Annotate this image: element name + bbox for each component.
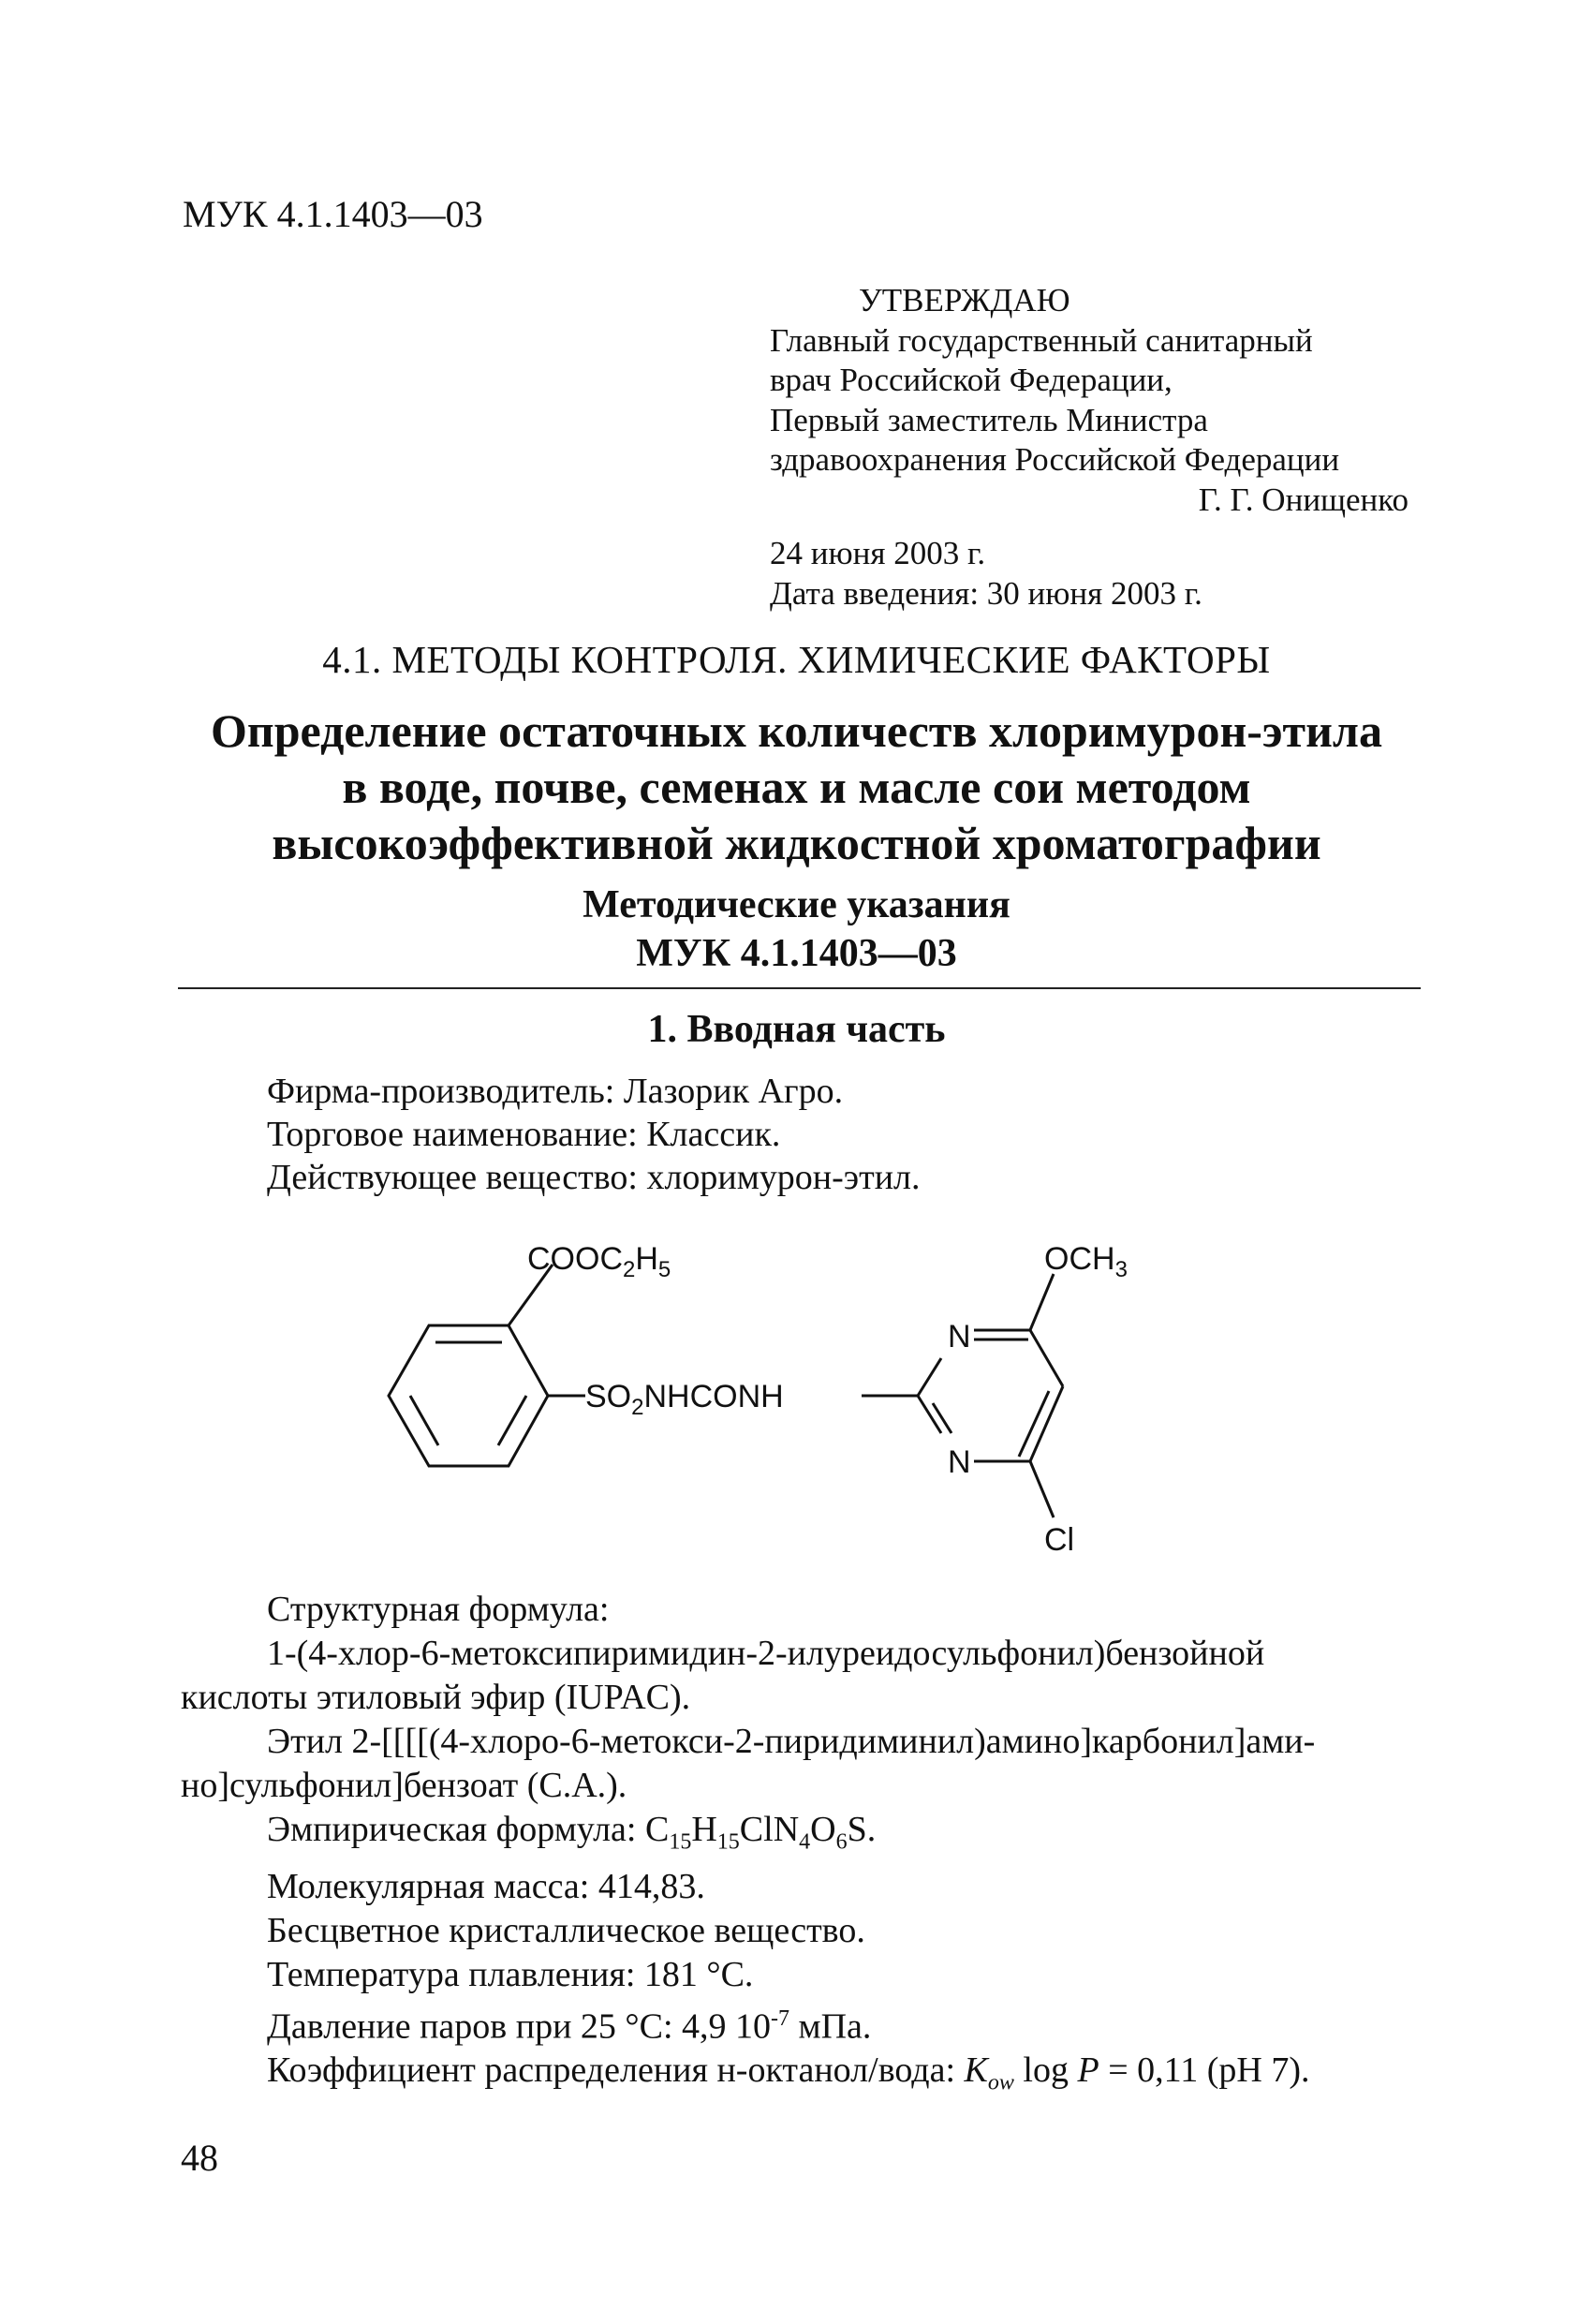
approval-signer: Г. Г. Онищенко <box>1198 481 1409 518</box>
title-line: Определение остаточных количеств хлоримурон-этила <box>211 704 1382 757</box>
iupac-name-line: 1-(4-хлор-6-метоксипиримидин-2-илуреидосульфонил)бензойной <box>267 1634 1265 1673</box>
document-title <box>0 703 1593 871</box>
iupac-name-line: кислоты этиловый эфир (IUPAC). <box>181 1678 691 1717</box>
subtitle-line: Методические указания <box>583 883 1010 926</box>
section-heading: 1. Вводная часть <box>647 1008 946 1051</box>
intro-block <box>267 1070 921 1199</box>
melting-point-line: Температура плавления: 181 °С. <box>267 1954 754 1994</box>
molar-mass-line: Молекулярная масса: 414,83. <box>267 1866 705 1906</box>
empirical-formula-line: Эмпирическая формула: $C_{15}H_{15}ClN_4O_6S$. <box>267 1810 877 1855</box>
approval-date: 24 июня 2003 г. <box>770 535 986 571</box>
sulfonylurea-bridge-label: $SO_2NHCONH$ <box>585 1379 784 1420</box>
ca-name-line: Этил 2-[[[[(4-хлоро-6-метокси-2-пиридиминил)амино]карбонил]ами- <box>267 1722 1316 1761</box>
properties-block <box>181 1588 1426 2106</box>
section-caption: 4.1. МЕТОДЫ КОНТРОЛЯ. ХИМИЧЕСКИЕ ФАКТОРЫ <box>322 638 1271 681</box>
title-line: высокоэффективной жидкостной хроматографии <box>272 817 1321 869</box>
approval-line: здравоохранения Российской Федерации <box>770 441 1340 478</box>
document-code: МУК 4.1.1403—03 <box>183 193 483 235</box>
trade-name-line: Торговое наименование: Классик. <box>267 1115 781 1154</box>
approval-line: Главный государственный санитарный <box>770 321 1313 359</box>
page-number: 48 <box>181 2137 218 2179</box>
appearance-line: Бесцветное кристаллическое вещество. <box>267 1910 865 1950</box>
horizontal-rule <box>178 987 1421 989</box>
chloro-label: Cl <box>1044 1522 1075 1558</box>
approval-heading: УТВЕРЖДАЮ <box>859 282 1070 318</box>
benzene-ring <box>389 1325 548 1466</box>
approval-effective-date: Дата введения: 30 июня 2003 г. <box>770 574 1202 612</box>
title-line: в воде, почве, семенах и масле сои методом <box>342 761 1251 813</box>
approval-block <box>770 281 1409 614</box>
document-subtitle <box>0 881 1593 978</box>
approval-line: врач Российской Федерации, <box>770 362 1173 398</box>
ca-name-line: но]сульфонил]бензоат (С.А.). <box>181 1766 627 1805</box>
manufacturer-line: Фирма-производитель: Лазорик Агро. <box>267 1072 844 1111</box>
active-substance-line: Действующее вещество: хлоримурон-этил. <box>267 1158 921 1197</box>
ring-nitrogen-top: N <box>948 1319 971 1354</box>
ester-group-label: $COOC_2H_5$ <box>527 1241 671 1282</box>
structural-formula <box>375 1227 1217 1592</box>
methoxy-label: $OCH_3$ <box>1044 1241 1128 1282</box>
structural-formula-label: Структурная формула: <box>267 1590 610 1629</box>
subtitle-line: МУК 4.1.1403—03 <box>636 932 957 975</box>
approval-line: Первый заместитель Министра <box>770 401 1208 438</box>
partition-coefficient-line: Коэффициент распределения н-октанол/вода: $K_{ow}$ log P = 0,11 (рН 7). <box>267 2050 1310 2095</box>
vapor-pressure-line: Давление паров при 25 °С: 4,9 $10^{-7}$ мПа. <box>267 2006 872 2047</box>
ring-nitrogen-bottom: N <box>948 1444 971 1480</box>
